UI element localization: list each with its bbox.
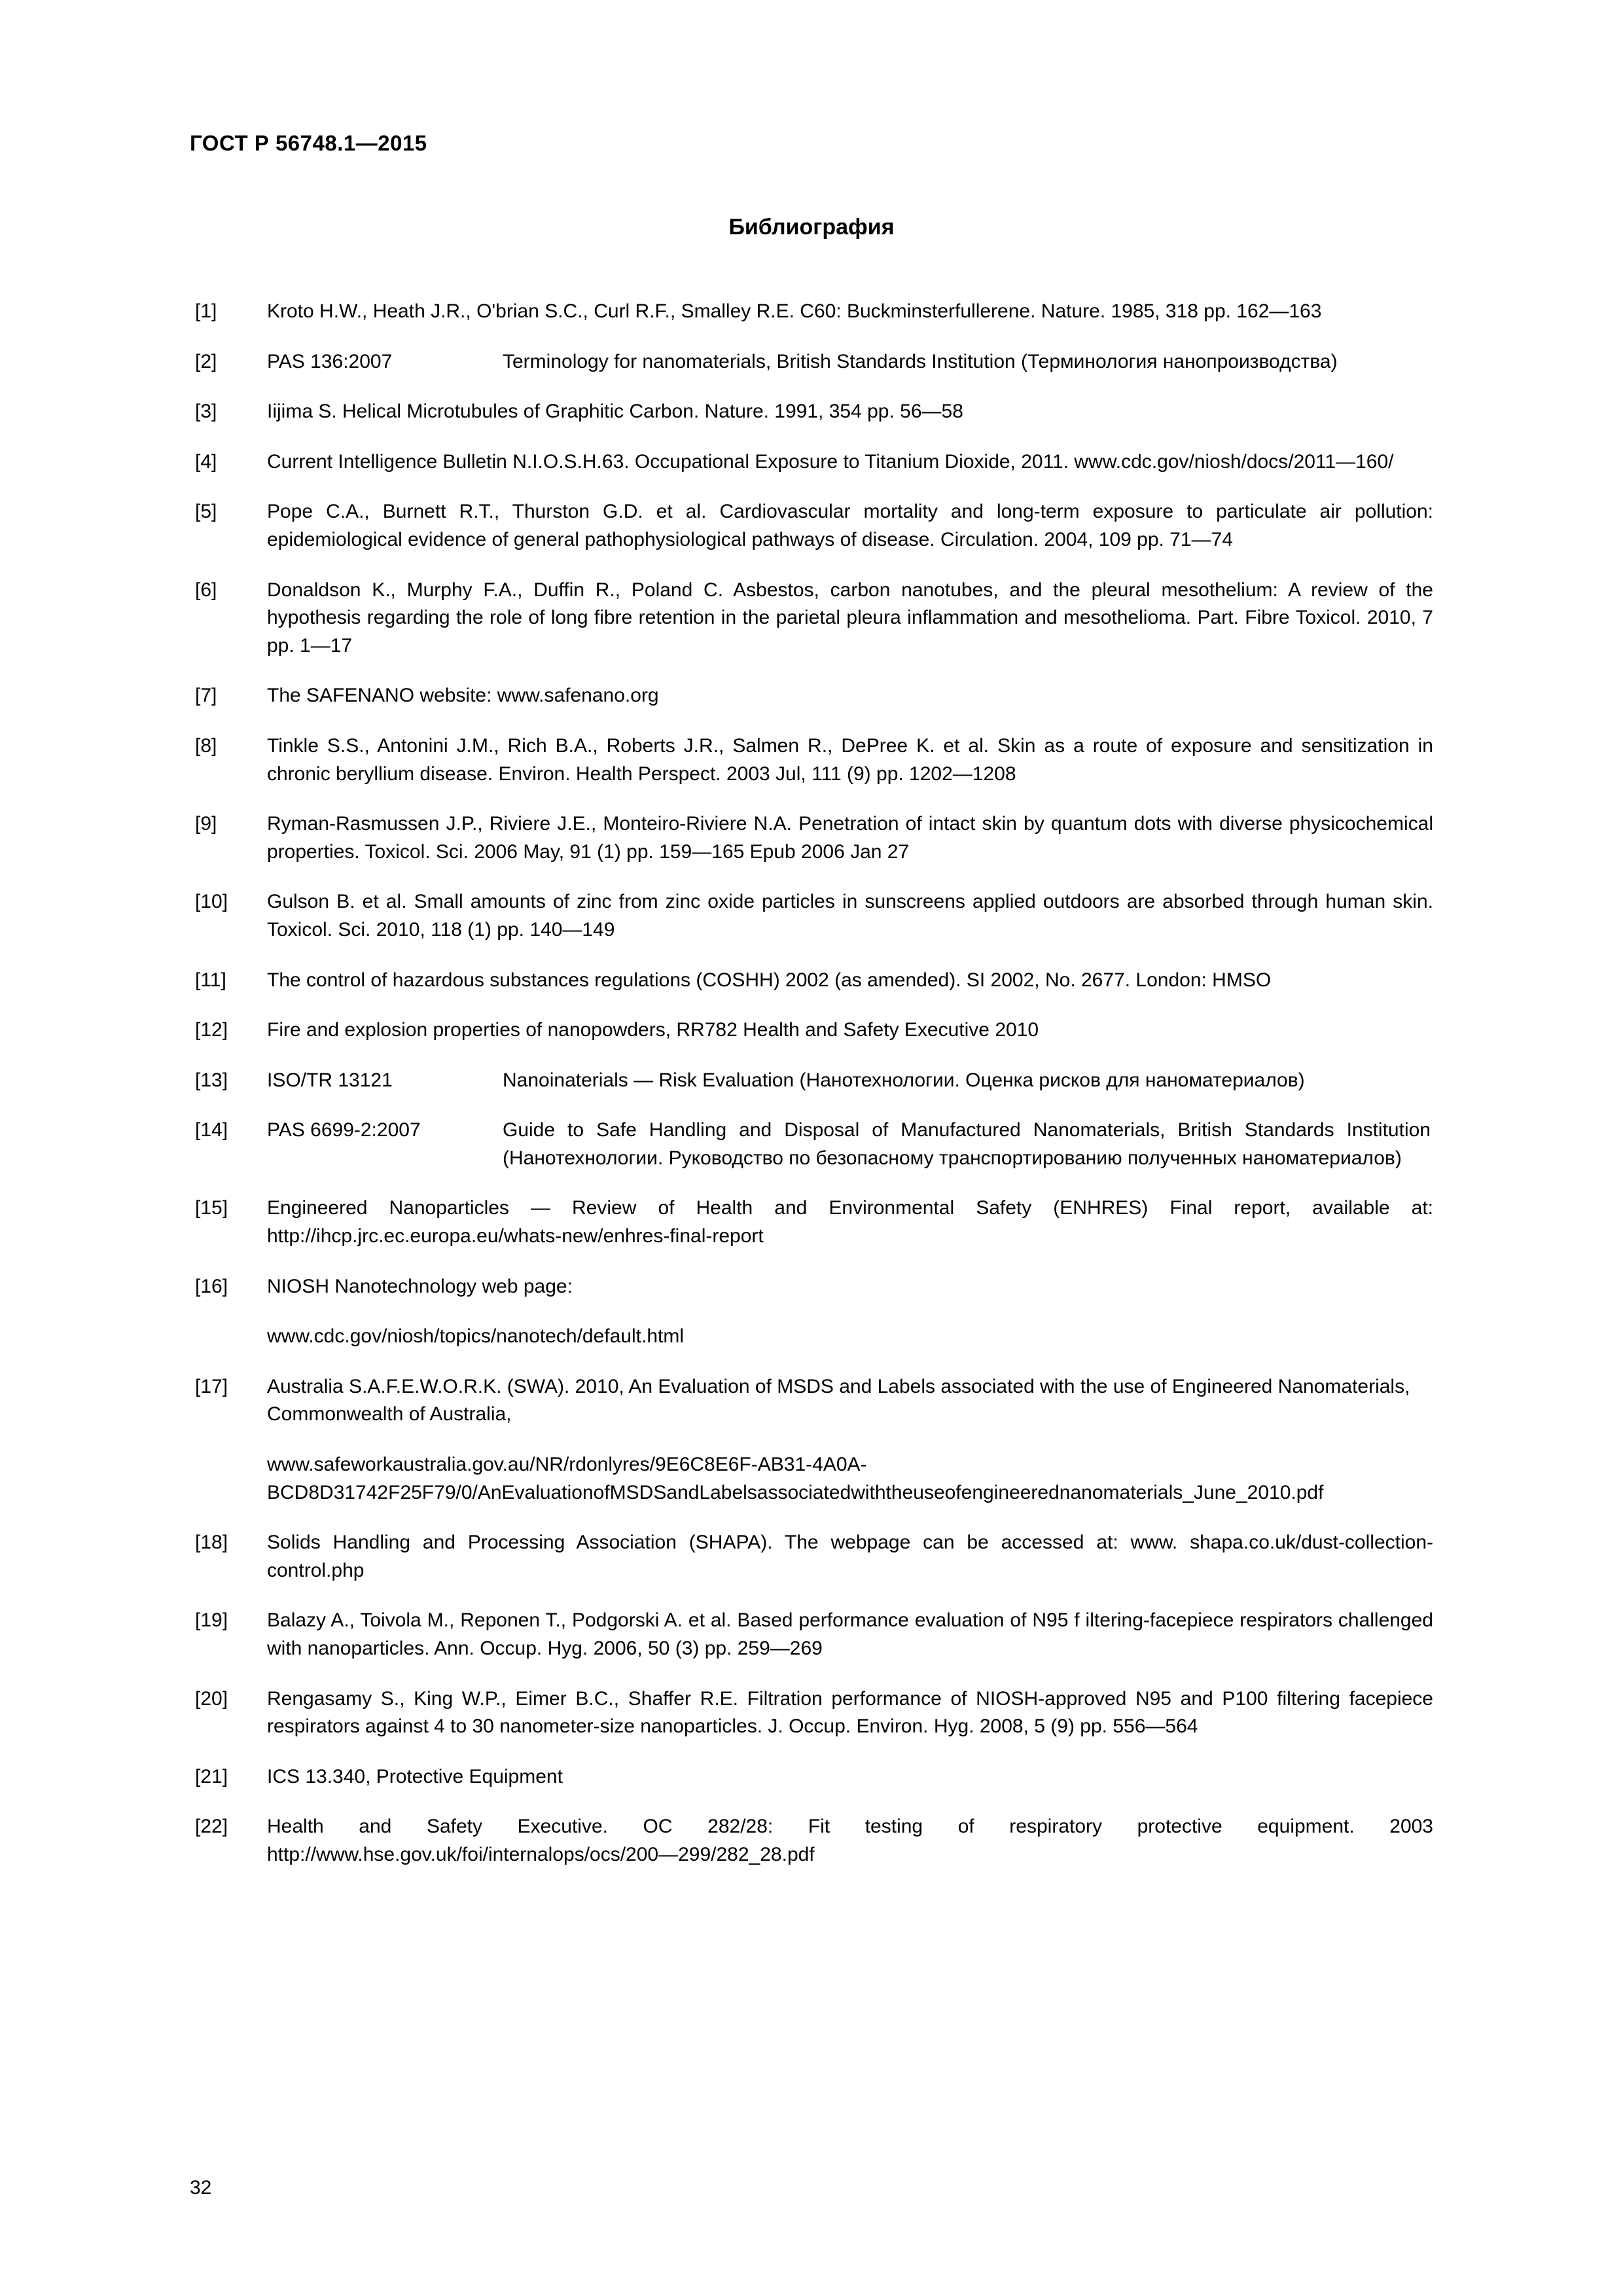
reference-text	[267, 888, 1433, 944]
page-number: 32	[190, 2177, 212, 2198]
reference-text	[267, 1373, 1433, 1507]
reference-paragraph: Solids Handling and Processing Association (SHAPA). The webpage can be accessed at: www. shapa.co.uk/dust-collection-control.php	[267, 1532, 1433, 1581]
reference-entry	[190, 1273, 1433, 1351]
reference-entry	[190, 1373, 1433, 1507]
reference-text	[267, 732, 1433, 788]
reference-number: [2]	[195, 350, 217, 372]
reference-number: [17]	[195, 1375, 228, 1397]
reference-number: [4]	[195, 450, 217, 473]
reference-paragraph: Ryman-Rasmussen J.P., Riviere J.E., Monteiro-Riviere N.A. Penetration of intact skin by quantum dots with diverse physicochemical properties. Toxicol. Sci. 2006 May, 91 (1) pp. 159—165 Epub 2006 Jan 27	[267, 813, 1433, 863]
reference-entry	[190, 398, 1433, 426]
reference-text	[267, 1016, 1433, 1045]
reference-text	[267, 1194, 1433, 1250]
reference-entry	[190, 810, 1433, 866]
reference-paragraph: Tinkle S.S., Antonini J.M., Rich B.A., Roberts J.R., Salmen R., DePree K. et al. Skin as a route of exposure and sensitization in chronic beryllium disease. Environ. Health Perspect. 2003 Jul, 111 (9) pp. 1202—1208	[267, 734, 1433, 785]
reference-text	[267, 1529, 1433, 1585]
reference-paragraph: Iijima S. Helical Microtubules of Graphitic Carbon. Nature. 1991, 354 pp. 56—58	[267, 401, 963, 423]
reference-entry	[190, 1194, 1433, 1250]
reference-paragraph: The control of hazardous substances regulations (COSHH) 2002 (as amended). SI 2002, No. 2677. London: HMSO	[267, 969, 1272, 991]
reference-entry	[190, 1117, 1433, 1172]
reference-description: Terminology for nanomaterials, British Standards Institution (Терминология нанопроизводства)	[503, 350, 1338, 372]
reference-standard-code: PAS 136:2007	[267, 350, 393, 372]
reference-paragraph: Fire and explosion properties of nanopowders, RR782 Health and Safety Executive 2010	[267, 1019, 1039, 1041]
reference-entry	[190, 298, 1433, 326]
reference-entry	[190, 1607, 1433, 1662]
reference-number: [18]	[195, 1532, 228, 1554]
reference-entry	[190, 967, 1433, 995]
reference-number: [22]	[195, 1816, 228, 1838]
reference-number: [10]	[195, 891, 228, 913]
reference-entry	[190, 888, 1433, 944]
reference-entry	[190, 348, 1433, 376]
reference-entry	[190, 498, 1433, 554]
reference-entry	[190, 1529, 1433, 1585]
reference-text	[267, 1273, 1433, 1351]
reference-number: [19]	[195, 1609, 228, 1632]
reference-entry	[190, 732, 1433, 788]
reference-text	[267, 1763, 1433, 1791]
reference-number: [5]	[195, 501, 217, 523]
reference-text	[267, 398, 1433, 426]
reference-entry	[190, 682, 1433, 710]
reference-paragraph: Pope C.A., Burnett R.T., Thurston G.D. et al. Cardiovascular mortality and long-term exposure to particulate air pollution: epidemiological evidence of general pathophysiological pathways of disease. Circulation. 2004, 109 pp. 71—74	[267, 501, 1433, 550]
reference-text	[267, 498, 1433, 554]
reference-text	[267, 1117, 1433, 1172]
reference-number: [1]	[195, 300, 217, 322]
reference-number: [6]	[195, 579, 217, 601]
reference-entry	[190, 577, 1433, 660]
reference-paragraph: Engineered Nanoparticles — Review of Health and Environmental Safety (ENHRES) Final report, available at: http://ihcp.jrc.ec.europa.eu/whats-new/enhres-final-report	[267, 1197, 1433, 1247]
reference-text	[267, 810, 1433, 866]
reference-text	[267, 577, 1433, 660]
reference-number: [7]	[195, 685, 217, 707]
reference-description: Nanoinaterials — Risk Evaluation (Нанотехнологии. Оценка рисков для наноматериалов)	[503, 1069, 1305, 1091]
reference-paragraph: The SAFENANO website: www.safenano.org	[267, 685, 659, 707]
reference-entry	[190, 1067, 1433, 1095]
reference-text	[267, 298, 1433, 326]
bibliography-list	[190, 298, 1433, 1869]
reference-number: [14]	[195, 1119, 228, 1141]
reference-text	[267, 1685, 1433, 1741]
reference-text	[267, 967, 1433, 995]
reference-number: [9]	[195, 813, 217, 835]
reference-entry	[190, 1016, 1433, 1045]
reference-text	[267, 1813, 1433, 1869]
reference-text	[267, 1607, 1433, 1662]
reference-entry	[190, 1685, 1433, 1741]
reference-number: [20]	[195, 1687, 228, 1710]
reference-description: Guide to Safe Handling and Disposal of Manufactured Nanomaterials, British Standards Institution (Нанотехнологии. Руководство по безопасному транспортированию полученных наноматериалов)	[503, 1119, 1431, 1169]
reference-paragraph: Balazy A., Toivola M., Reponen T., Podgorski A. et al. Based performance evaluation of N95 f iltering-facepiece respirators challenged with nanoparticles. Ann. Occup. Hyg. 2006, 50 (3) pp. 259—269	[267, 1609, 1433, 1659]
reference-paragraph: Gulson B. et al. Small amounts of zinc from zinc oxide particles in sunscreens applied outdoors are absorbed through human skin. Toxicol. Sci. 2010, 118 (1) pp. 140—149	[267, 891, 1433, 941]
reference-number: [8]	[195, 734, 217, 757]
reference-number: [13]	[195, 1069, 228, 1091]
reference-standard-code: PAS 6699-2:2007	[267, 1119, 421, 1141]
reference-url: www.cdc.gov/niosh/topics/nanotech/default.html	[267, 1325, 685, 1348]
reference-url: www.safeworkaustralia.gov.au/NR/rdonlyres/9E6C8E6F-AB31-4A0A-BCD8D31742F25F79/0/AnEvaluationofMSDSandLabelsassociatedwiththeuseofengineerednanomaterials_June_2010.pdf	[267, 1454, 1324, 1503]
reference-entry	[190, 1763, 1433, 1791]
reference-number: [21]	[195, 1765, 228, 1787]
reference-paragraph: Australia S.A.F.E.W.O.R.K. (SWA). 2010, An Evaluation of MSDS and Labels associated with the use of Engineered Nanomaterials, Commonwealth of Australia,	[267, 1375, 1410, 1426]
standard-designation: ГОСТ Р 56748.1—2015	[190, 131, 427, 155]
reference-number: [15]	[195, 1197, 228, 1219]
reference-entry	[190, 1813, 1433, 1869]
reference-standard-code: ISO/TR 13121	[267, 1069, 393, 1091]
reference-paragraph: Donaldson K., Murphy F.A., Duffin R., Poland C. Asbestos, carbon nanotubes, and the pleural mesothelium: A review of the hypothesis regarding the role of long fibre retention in the parietal pleura inflammation and mesothelioma. Part. Fibre Toxicol. 2010, 7 pp. 1—17	[267, 579, 1433, 656]
reference-paragraph: Kroto H.W., Heath J.R., O'brian S.C., Curl R.F., Smalley R.E. C60: Buckminsterfullerene. Nature. 1985, 318 pp. 162—163	[267, 300, 1322, 322]
reference-text	[267, 1067, 1433, 1095]
reference-number: [16]	[195, 1275, 228, 1297]
reference-text	[267, 448, 1433, 476]
page-title: Библиография	[728, 215, 895, 240]
reference-text	[267, 348, 1433, 376]
reference-entry	[190, 448, 1433, 476]
reference-paragraph: ICS 13.340, Protective Equipment	[267, 1765, 563, 1787]
reference-paragraph: NIOSH Nanotechnology web page:	[267, 1275, 573, 1297]
reference-paragraph: Health and Safety Executive. OC 282/28: Fit testing of respiratory protective equipment. 2003 http://www.hse.gov.uk/foi/internalops/ocs/200—299/282_28.pdf	[267, 1816, 1433, 1865]
reference-paragraph: Rengasamy S., King W.P., Eimer B.C., Shaffer R.E. Filtration performance of NIOSH-approved N95 and P100 filtering facepiece respirators against 4 to 30 nanometer-size nanoparticles. J. Occup. Environ. Hyg. 2008, 5 (9) pp. 556—564	[267, 1687, 1433, 1738]
reference-paragraph: Current Intelligence Bulletin N.I.O.S.H.63. Occupational Exposure to Titanium Dioxide, 2011. www.cdc.gov/niosh/docs/2011—160/	[267, 450, 1394, 473]
reference-number: [11]	[195, 969, 226, 991]
reference-text	[267, 682, 1433, 710]
reference-number: [3]	[195, 401, 217, 423]
reference-number: [12]	[195, 1019, 228, 1041]
